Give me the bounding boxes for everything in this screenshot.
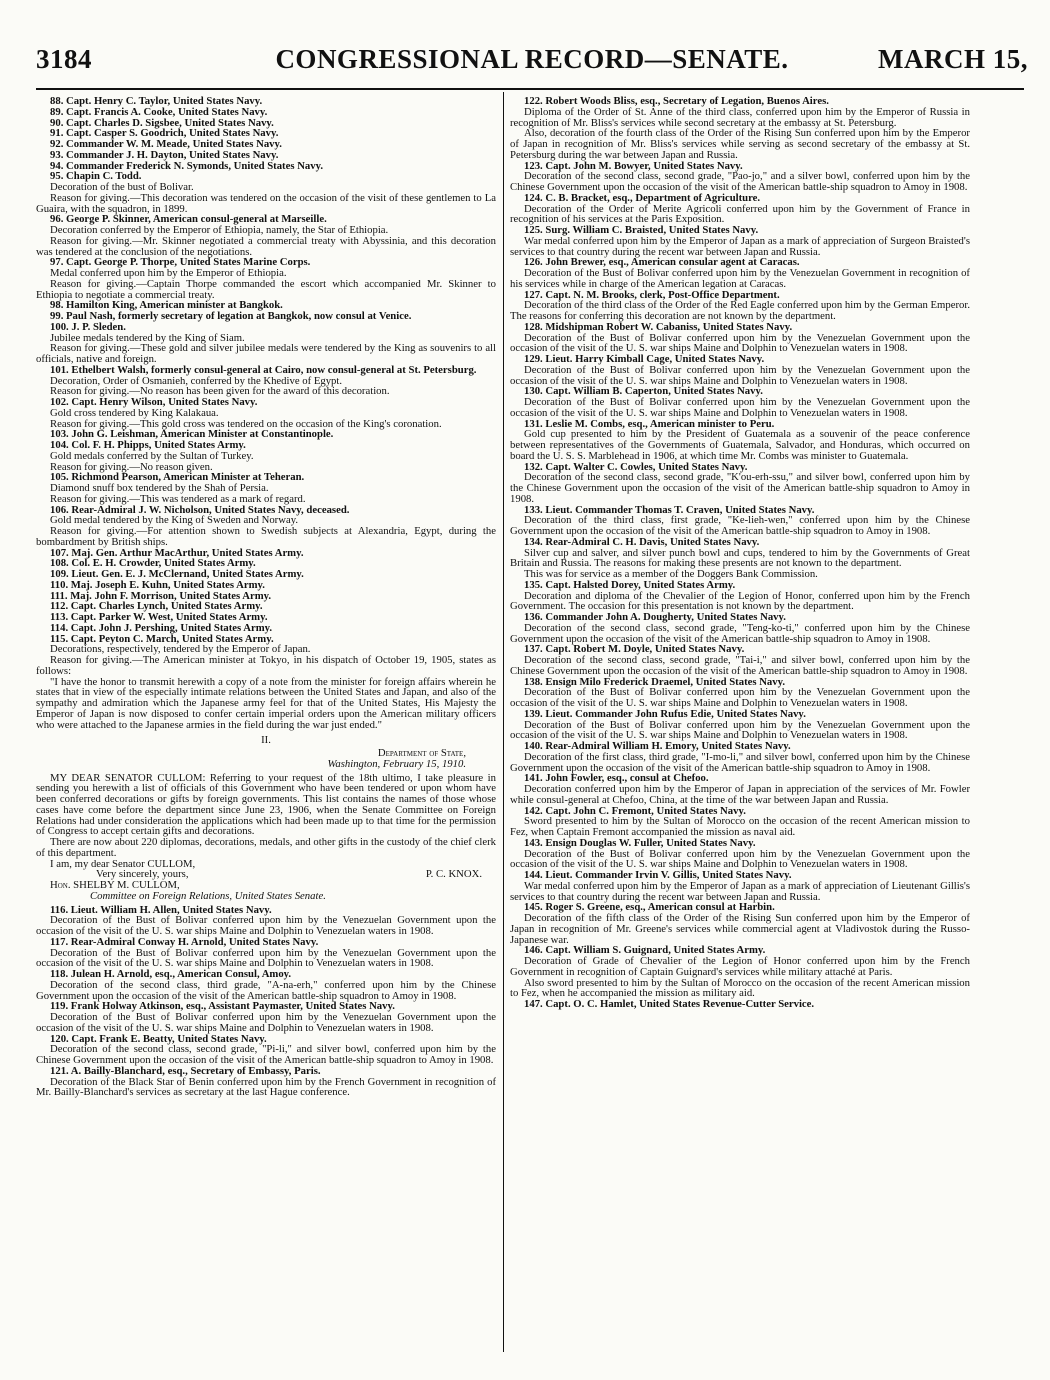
paragraph: Gold cup presented to him by the President of Guatemala as a souvenir of the peace conference between representatives of the Governments of Guatemala, Salvador, and Honduras, which occurred on board the U. S. S. Marblehead in 1906, at which time Mr. Combs was minister to Guatemala. — [510, 428, 970, 462]
entry-heading: 139. Lieut. Commander John Rufus Edie, United States Navy. — [524, 707, 806, 720]
paragraph: Reason for giving.—This decoration was tendered on the occasion of the visit of these gentlemen to La Guaira, with the squadron, in 1899. — [36, 191, 496, 215]
paragraph: Diploma of the Order of St. Anne of the third class, conferred upon him by the Emperor of Russia in recognition of Mr. Bliss's services while second secretary at the embassy at St. Petersburg. — [510, 105, 970, 129]
entry-heading: 142. Capt. John C. Fremont, United States Navy. — [524, 804, 746, 817]
entry-heading: 104. Col. F. H. Phipps, United States Army. — [50, 439, 246, 451]
paragraph: War medal conferred upon him by the Emperor of Japan as a mark of appreciation of Lieutenant Gillis's services to that country during the recent war between Japan and Russia. — [510, 879, 970, 903]
paragraph: Reason for giving.—Mr. Skinner negotiated a commercial treaty with Abyssinia, and this decoration was tendered at the conclusion of the negotiations. — [36, 234, 496, 258]
entry-heading: 108. Col. E. H. Crowder, United States Army. — [50, 557, 256, 570]
paragraph: Reason for giving.—These gold and silver jubilee medals were tendered by the King as souvenirs to all officials, native and foreign. — [36, 342, 496, 365]
left-column — [36, 96, 496, 1358]
paragraph: Decoration, Order of Osmanieh, conferred by the Khedive of Egypt. — [50, 374, 343, 387]
entry-heading: 131. Leslie M. Combs, esq., American minister to Peru. — [524, 417, 775, 430]
paragraph: Decorations, respectively, tendered by the Emperor of Japan. — [50, 643, 311, 656]
entry-heading: 98. Hamilton King, American minister at Bangkok. — [50, 299, 283, 312]
entry-heading: 128. Midshipman Robert W. Cabaniss, United States Navy. — [524, 320, 793, 333]
paragraph: Decoration of the third class, first grade, "Ke-lieh-wen," conferred upon him by the Chinese Government upon the occasion of the visit of the American battle-ship squadron to Amoy in 1908. — [510, 514, 970, 537]
paragraph: Decoration of the Bust of Bolivar conferred upon him by the Venezuelan Government upon the occasion of the visit of the U. S. war ships Maine and Dolphin to Venezuelan waters in 1908. — [36, 914, 496, 937]
entry-heading: 132. Capt. Walter C. Cowles, United States Navy. — [524, 460, 748, 473]
entry-heading: 113. Capt. Parker W. West, United States Army. — [50, 611, 268, 623]
entry-heading: 130. Capt. William B. Caperton, United States Navy. — [524, 385, 763, 398]
entry-heading: 127. Capt. N. M. Brooks, clerk, Post-Office Department. — [524, 288, 780, 301]
paragraph: Sword presented to him by the Sultan of Morocco on the occasion of the recent American mission to Fez, when Captain Fremont accompanied the mission as naval aid. — [510, 815, 970, 838]
entry-heading: 105. Richmond Pearson, American Minister at Teheran. — [50, 471, 305, 484]
entry-heading: 147. Capt. O. C. Hamlet, United States Revenue-Cutter Service. — [524, 998, 815, 1010]
entry-heading: 140. Rear-Admiral William H. Emory, United States Navy. — [524, 740, 791, 752]
paragraph: Decoration of the second class, second grade, "Pao-jo," and a silver bowl, conferred upon him by the Chinese Government upon the occasion of the visit of the American battle-ship squadron to Amoy in 1908. — [510, 170, 970, 193]
paragraph: Decoration conferred by the Emperor of Ethiopia, namely, the Star of Ethiopia. — [50, 224, 389, 236]
header-rule — [36, 88, 1024, 90]
paragraph: Diamond snuff box tendered by the Shah of Persia. — [50, 482, 269, 494]
page-number: 3184 — [36, 44, 92, 74]
paragraph: Decoration of the third class of the Order of the Red Eagle conferred upon him by the German Emperor. The reasons for conferring this decoration are not known by the department. — [510, 299, 970, 322]
paragraph: War medal conferred upon him by the Emperor of Japan as a mark of appreciation of Surgeon Braisted's services to that country during the recent war between Japan and Russia. — [510, 234, 970, 258]
paragraph: Decoration of Grade of Chevalier of the Legion of Honor conferred upon him by the French Government in recognition of Captain Guignard's services while military attaché at Paris. — [510, 955, 970, 978]
paragraph: Decoration of the Bust of Bolivar conferred upon him by the Venezuelan Government upon the occasion of the visit of the U. S. war ships Maine and Dolphin to Venezuelan waters in 1908. — [510, 686, 970, 709]
entry-heading: 121. A. Bailly-Blanchard, esq., Secretary of Embassy, Paris. — [50, 1064, 321, 1077]
paragraph: Decoration conferred upon him by the Emperor of Japan in appreciation of the services of Mr. Fowler while consul-general at Chefoo, China, at the time of the war between Japan and Russia. — [510, 783, 970, 806]
entry-heading: 118. Julean H. Arnold, esq., American Consul, Amoy. — [50, 968, 292, 980]
paragraph: Reason for giving.—No reason has been given for the award of this decoration. — [50, 385, 390, 398]
entry-heading: 90. Capt. Charles D. Sigsbee, United States Navy. — [50, 116, 274, 129]
entry-heading: 116. Lieut. William H. Allen, United States Navy. — [50, 903, 272, 916]
paragraph: Reason for giving.—For attention shown to Swedish subjects at Alexandria, Egypt, during the bombardment by British ships. — [36, 525, 496, 548]
entry-heading: 110. Maj. Joseph E. Kuhn, United States Army. — [50, 578, 265, 591]
paragraph: Decoration of the Bust of Bolivar conferred upon him by the Venezuelan Government upon the occasion of the visit of the U. S. war ships Maine and Dolphin to Venezuelan waters in 1908. — [510, 396, 970, 419]
paragraph: Decoration of the second class, second grade, "Teng-ko-ti," conferred upon him by the Chinese Government upon the occasion of the visit of the American battle-ship squadron to Amoy in 1908. — [510, 621, 970, 645]
entry-heading: 112. Capt. Charles Lynch, United States Army. — [50, 600, 263, 613]
entry-heading: 115. Capt. Peyton C. March, United States Army. — [50, 632, 274, 645]
paragraph: Also, decoration of the fourth class of the Order of the Rising Sun conferred upon him by the Emperor of Japan in recognition of Mr. Bliss's services while serving as second secretary of the embassy at St. Petersburg during the war between Japan and Russia. — [510, 127, 970, 161]
entry-heading: 93. Commander J. H. Dayton, United States Navy. — [50, 148, 279, 161]
paragraph: Decoration of the Bust of Bolivar conferred upon him by the Venezuelan Government upon the occasion of the visit of the U. S. war ships Maine and Dolphin to Venezuelan waters in 1908. — [510, 331, 970, 355]
paragraph: Jubilee medals tendered by the King of Siam. — [50, 331, 245, 344]
entry-heading: 133. Lieut. Commander Thomas T. Craven, United States Navy. — [524, 503, 815, 516]
paragraph: Decoration of the Bust of Bolivar conferred upon him by the Venezuelan Government upon the occasion of the visit of the U. S. war ships Maine and Dolphin to Venezuelan waters in 1908. — [510, 847, 970, 871]
entry-heading: 96. George P. Skinner, American consul-general at Marseille. — [50, 213, 327, 226]
entry-heading: 120. Capt. Frank E. Beatty, United States Navy. — [50, 1032, 267, 1045]
paragraph: "I have the honor to transmit herewith a copy of a note from the minister for foreign affairs wherein he states that in view of the especially intimate relations between the United States and Japan, and also of the sympathy and admiration which the Japanese army feel for that of the United States, His Majesty the Emperor of Japan is now disposed to confer certain imperial orders upon the American military officers who were attached to the Japanese armies in the field during the war just ended." — [36, 675, 496, 731]
entry-heading: 97. Capt. George P. Thorpe, United States Marine Corps. — [50, 256, 311, 269]
closing: Very sincerely, yours, — [96, 868, 189, 881]
entry-heading: 145. Roger S. Greene, esq., American consul at Harbin. — [524, 901, 775, 914]
paragraph: Decoration of the Black Star of Benin conferred upon him by the French Government in recognition of Mr. Bailly-Blanchard's services as secretary at the last Hague conference. — [36, 1075, 496, 1099]
entry-heading: 137. Capt. Robert M. Doyle, United States Navy. — [524, 643, 745, 656]
entry-heading: 143. Ensign Douglas W. Fuller, United States Navy. — [524, 836, 756, 849]
paragraph: Medal conferred upon him by the Emperor of Ethiopia. — [50, 267, 287, 279]
paragraph: Decoration of the Bust of Bolivar conferred upon him by the Venezuelan Government upon the occasion of the visit of the U. S. war ships Maine and Dolphin to Venezuelan waters in 1908. — [36, 1011, 496, 1034]
paragraph: Department of State, — [377, 747, 466, 759]
entry-heading: 103. John G. Leishman, American Minister at Constantinople. — [50, 428, 334, 441]
entry-heading: 141. John Fowler, esq., consul at Chefoo. — [524, 772, 709, 785]
right-column — [510, 96, 970, 1358]
paragraph: Gold medal tendered by the King of Sweden and Norway. — [50, 514, 299, 527]
paragraph: MY DEAR SENATOR CULLOM: Referring to your request of the 18th ultimo, I take pleasure in sending you herewith a list of officials of this Government who have been tendered or upon whom have been conferred decorations or gifts by foreign governments. This list contains the names of those whose cases have come before the department since June 23, 1906, when the Senate Committee on Foreign Relations had under consideration the applications which had been made up to that time for the permission of Congress to accept certain gifts and decorations. — [36, 771, 496, 838]
entry-heading: 100. J. P. Sleden. — [50, 320, 126, 333]
paragraph: Reason for giving.—The American minister at Tokyo, in his dispatch of October 19, 1905, states as follows: — [36, 654, 496, 677]
paragraph: Decoration of the first class, third grade, "I-mo-li," and silver bowl, conferred upon him by the Chinese Government upon the occasion of the visit of the American battle-ship squadron to Amoy in 1908. — [510, 750, 970, 774]
entry-heading: 136. Commander John A. Dougherty, United States Navy. — [524, 611, 786, 623]
entry-heading: 95. Chapin C. Todd. — [50, 170, 142, 183]
entry-heading: 109. Lieut. Gen. E. J. McClernand, United States Army. — [50, 568, 304, 580]
paragraph: Decoration of the second class, second grade, "Tai-i," and silver bowl, conferred upon him by the Chinese Government upon the occasion of the visit of the American battle-ship squadron to Amoy in 1908. — [510, 654, 970, 677]
paragraph: Decoration of the Bust of Bolivar conferred upon him by the Venezuelan Government upon the occasion of the visit of the U. S. war ships Maine and Dolphin to Venezuelan waters in 1908. — [36, 946, 496, 970]
entry-heading: 124. C. B. Bracket, esq., Department of Agriculture. — [524, 191, 761, 204]
entry-heading: 102. Capt. Henry Wilson, United States Navy. — [50, 396, 258, 408]
paragraph: Reason for giving.—This gold cross was tendered on the occasion of the King's coronation. — [50, 417, 442, 430]
entry-heading: 117. Rear-Admiral Conway H. Arnold, United States Navy. — [50, 935, 319, 948]
entry-heading: 135. Capt. Halsted Dorey, United States Army. — [524, 578, 736, 591]
paragraph: Decoration of the fifth class of the Order of the Rising Sun conferred upon him by the Emperor of Japan in recognition of Mr. Greene's services while commercial agent at Vladivostok during the Russo-Japanese war. — [510, 912, 970, 946]
entry-heading: 101. Ethelbert Walsh, formerly consul-general at Cairo, now consul-general at St. Petersburg. — [50, 363, 477, 376]
paragraph: Decoration of the Bust of Bolivar conferred upon him by the Venezuelan Government upon the occasion of the visit of the U. S. war ships Maine and Dolphin to Venezuelan waters in 1908. — [510, 363, 970, 387]
entry-heading: 114. Capt. John J. Pershing, United States Army. — [50, 621, 273, 634]
page-title: CONGRESSIONAL RECORD—SENATE. — [275, 44, 789, 74]
entry-heading: 119. Frank Holway Atkinson, esq., Assistant Paymaster, United States Navy. — [50, 1000, 395, 1013]
entry-heading: 92. Commander W. M. Meade, United States Navy. — [50, 138, 282, 150]
paragraph: Decoration of the second class, second grade, "Pi-li," and silver bowl, conferred upon him by the Chinese Government upon the occasion of the visit of the American battle-ship squadron to Amoy in 1908. — [36, 1043, 496, 1066]
column-divider — [503, 92, 504, 1352]
entry-heading: 99. Paul Nash, formerly secretary of legation at Bangkok, now consul at Venice. — [50, 310, 412, 322]
paragraph: Decoration of the Bust of Bolivar conferred upon him by the Venezuelan Government upon the occasion of the visit of the U. S. war ships Maine and Dolphin to Venezuelan waters in 1908. — [510, 718, 970, 742]
signature: P. C. KNOX. — [425, 868, 482, 881]
paragraph: This was for service as a member of the Doggers Bank Commission. — [524, 568, 818, 580]
paragraph: Committee on Foreign Relations, United States Senate. — [90, 889, 326, 902]
paragraph: Hon. SHELBY M. CULLOM, — [50, 879, 180, 891]
entry-heading: 144. Lieut. Commander Irvin V. Gillis, United States Navy. — [524, 869, 792, 881]
entry-heading: 146. Capt. William S. Guignard, United States Army. — [524, 944, 766, 957]
entry-heading: 106. Rear-Admiral J. W. Nicholson, United States Navy, deceased. — [50, 503, 350, 516]
paragraph: Gold cross tendered by King Kalakaua. — [50, 406, 219, 419]
paragraph: II. — [261, 734, 271, 747]
entry-heading: 107. Maj. Gen. Arthur MacArthur, United States Army. — [50, 546, 304, 559]
paragraph: Decoration of the second class, third grade, "A-na-erh," conferred upon him by the Chinese Government upon the occasion of the visit of the American battle-ship squadron to Amoy in 1908. — [36, 978, 496, 1002]
entry-heading: 125. Surg. William C. Braisted, United States Navy. — [524, 224, 759, 236]
paragraph: Decoration of the Order of Merite Agricoli conferred upon him by the Government of France in recognition of his services at the Paris Exposition. — [510, 202, 970, 226]
paragraph: Reason for giving.—Captain Thorpe commanded the escort which accompanied Mr. Skinner to Ethiopia to negotiate a commercial treaty. — [36, 277, 496, 301]
entry-heading: 111. Maj. John F. Morrison, United States Army. — [50, 589, 272, 602]
page-header — [36, 44, 1028, 84]
entry-heading: 91. Capt. Casper S. Goodrich, United States Navy. — [50, 127, 279, 140]
entry-heading: 129. Lieut. Harry Kimball Cage, United States Navy. — [524, 353, 765, 365]
paragraph: Washington, February 15, 1910. — [327, 757, 466, 770]
paragraph: Decoration and diploma of the Chevalier of the Legion of Honor, conferred upon him by the French Government. The occasion for this presentation is not known by the department. — [510, 589, 970, 613]
paragraph: Also sword presented to him by the Sultan of Morocco on the occasion of the recent American mission to Fez, when he accompanied the mission as military aid. — [510, 976, 970, 1000]
paragraph: There are now about 220 diplomas, decorations, medals, and other gifts in the custody of the chief clerk of this department. — [36, 836, 496, 859]
page-date: MARCH 15, — [878, 44, 1028, 74]
entry-heading: 126. John Brewer, esq., American consular agent at Caracas. — [524, 256, 800, 269]
entry-heading: 138. Ensign Milo Frederick Draemel, United States Navy. — [524, 675, 786, 688]
entry-heading: 89. Capt. Francis A. Cooke, United States Navy. — [50, 105, 268, 118]
paragraph: Decoration of the Bust of Bolivar conferred upon him by the Venezuelan Government in recognition of his services while in charge of the American legation at Caracas. — [510, 267, 970, 290]
paragraph: Gold medals conferred by the Sultan of Turkey. — [50, 449, 254, 462]
paragraph: Reason for giving.—No reason given. — [50, 460, 213, 473]
entry-heading: 123. Capt. John M. Bowyer, United States Navy. — [524, 159, 743, 172]
paragraph: Reason for giving.—This was tendered as a mark of regard. — [50, 492, 306, 505]
paragraph: Decoration of the second class, second grade, "K'ou-erh-ssu," and silver bowl, conferred upon him by the Chinese Government upon the occasion of the visit of the American battle-ship squadron to Amoy in 1908. — [510, 471, 970, 505]
entry-heading: 134. Rear-Admiral C. H. Davis, United States Navy. — [524, 535, 760, 548]
entry-heading: 88. Capt. Henry C. Taylor, United States Navy. — [50, 96, 263, 107]
entry-heading: 122. Robert Woods Bliss, esq., Secretary of Legation, Buenos Aires. — [524, 96, 829, 107]
paragraph: Decoration of the bust of Bolivar. — [50, 181, 194, 193]
paragraph: Silver cup and salver, and silver punch bowl and cups, tendered to him by the Governments of Great Britain and Russia. The reasons for making these presents are not known to the department. — [510, 546, 970, 570]
paragraph: I am, my dear Senator CULLOM, — [50, 857, 196, 870]
entry-heading: 94. Commander Frederick N. Symonds, United States Navy. — [50, 159, 324, 172]
